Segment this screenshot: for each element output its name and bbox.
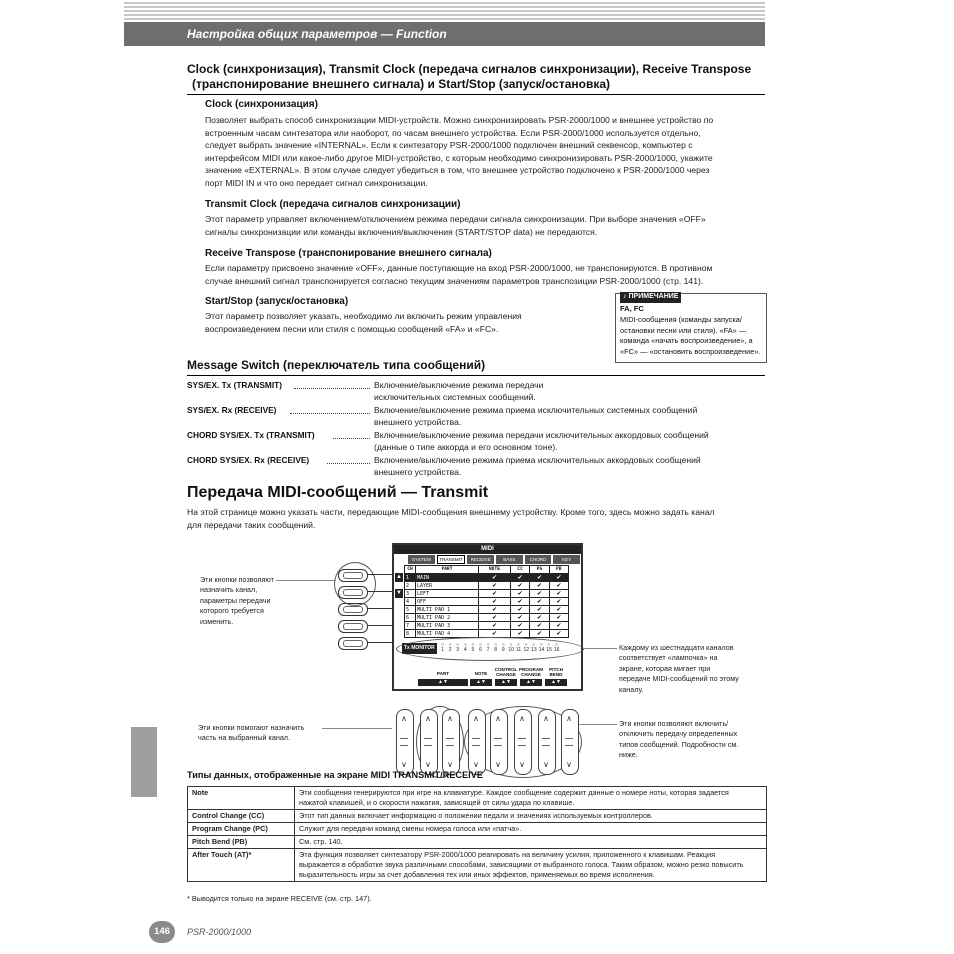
tab-bass[interactable]: BASS xyxy=(496,555,523,564)
scroll-up-icon[interactable]: ▲ xyxy=(396,574,402,580)
callout-line xyxy=(578,724,617,725)
channel-lamp-icon: ○ 1 xyxy=(440,642,445,653)
table-row[interactable]: 7 MULTI PAD 3 ✔ ✔ ✔ ✔ xyxy=(405,622,569,630)
section-rule xyxy=(187,375,765,376)
dial-button[interactable]: ∧ ∨ xyxy=(420,709,438,775)
channel-lamp-icon: ○ 4 xyxy=(463,642,467,653)
channel-lamp-icon: ○ 14 xyxy=(538,642,545,653)
page-number: 146 xyxy=(149,921,175,943)
clock-text: Позволяет выбрать способ синхронизации MIDI-устройств. Можно синхронизировать PSR-2000/1000 и внешнее устройство по встроенным часам синтезатора или наоборот, по часам внешнего устройства. Если PSR-2000/1000 используется отдельно, следует выбрать значение «INTERNAL». Если к синтезатору PSR-2000/1000 подключен внешний секвенсор, компьютер с интерфейсом MIDI или какое-либо другое MIDI-устройство, с которым необходимо синхронизировать PSR-2000/1000, укажите значение «EXTERNAL». В этом случае следует убедиться в том, что внешнее устройство подключено к PSR-2000/1000 через порт MIDI IN и что оно передает сигнал синхронизации. xyxy=(205,115,714,188)
table-row[interactable]: 8 MULTI PAD 4 ✔ ✔ ✔ ✔ xyxy=(405,630,569,638)
part-label: PART xyxy=(436,671,450,676)
note-icon: ♪ xyxy=(623,293,627,300)
control-change-label: CONTROL CHANGE xyxy=(494,667,518,677)
callout-line xyxy=(276,580,336,581)
table-row[interactable]: 6 MULTI PAD 2 ✔ ✔ ✔ ✔ xyxy=(405,614,569,622)
dial-button[interactable]: ∧ ∨ xyxy=(514,709,532,775)
receive-transpose-text: Если параметру присвоено значение «OFF», данные поступающие на вход PSR-2000/1000, не транспонируются. В противном случае внешний сигнал транспонируется согласно текущим значениям параметров транспозиции PSR-2000/1000 (стр. 141). xyxy=(205,263,713,286)
dial-button[interactable]: ∧ ∨ xyxy=(490,709,508,775)
dial-button[interactable]: ∧ ∨ xyxy=(561,709,579,775)
table-row: Note Эти сообщения генерируются при игре на клавиатуре. Каждое сообщение содержит данные о номере ноты, которая задается нажатой клавишей, и о скорости нажатия, зависящей от силы удара по клавише. xyxy=(188,787,767,810)
highlight-ellipse xyxy=(334,562,376,606)
data-types-table xyxy=(187,786,767,882)
lcd-screen xyxy=(392,543,583,691)
data-table-title: Типы данных, отображенные на экране MIDI TRANSMIT/RECEIVE xyxy=(187,770,483,780)
channel-lamp-icon: ○ 9 xyxy=(501,642,505,653)
dial-button[interactable]: ∧ ∨ xyxy=(396,709,414,775)
table-row: Control Change (CC) Этот тип данных включает информацию о положении педали и значениях используемых контроллеров. xyxy=(188,810,767,823)
program-change-control[interactable]: ▲▼ xyxy=(520,679,542,686)
table-row[interactable]: 3 LEFT ✔ ✔ ✔ ✔ xyxy=(405,590,569,598)
table-row[interactable]: 5 MULTI PAD 1 ✔ ✔ ✔ ✔ xyxy=(405,606,569,614)
section-title-line1: Clock (синхронизация), Transmit Clock (передача сигналов синхронизации), Receive Transpose xyxy=(187,62,752,76)
channel-lamp-icon: ○ 12 xyxy=(523,642,530,653)
callout-right-top: Каждому из шестнадцати каналов соответствует «лампочка» на экране, которая мигает при передаче MIDI-сообщений по этому каналу. xyxy=(619,643,739,694)
transmit-title: Передача MIDI-сообщений — Transmit xyxy=(187,484,489,501)
callout-line xyxy=(583,648,617,649)
table-row: Pitch Bend (PB) См. стр. 140. xyxy=(188,836,767,849)
channel-lamp-icon: ○ 13 xyxy=(531,642,537,653)
channel-lamp-icon: ○ 6 xyxy=(478,642,482,653)
note-box xyxy=(615,293,767,363)
note-text: MIDI-сообщения (команды запуска/ остановки песни или стиля). «FA» — команда «начать воспроизведение», а «FC» — «остановить воспроизведение». xyxy=(620,315,761,356)
transmit-clock-heading: Transmit Clock (передача сигналов синхронизации) xyxy=(205,199,461,210)
table-row[interactable]: 2 LAYER ✔ ✔ ✔ ✔ xyxy=(405,582,569,590)
channel-lamp-icon: ○ 5 xyxy=(471,642,475,653)
connector-line xyxy=(368,642,392,643)
part-control[interactable]: ▲▼ xyxy=(418,679,468,686)
tab-key[interactable]: KEY xyxy=(553,555,580,564)
table-row[interactable]: 4 OFF ✔ ✔ ✔ ✔ xyxy=(405,598,569,606)
receive-transpose-heading: Receive Transpose (транспонирование внешнего сигнала) xyxy=(205,248,492,259)
lcd-bottom-controls xyxy=(398,667,578,687)
channel-table: CH PART NOTE CC PG PB 1 MAIN ✔ ✔ ✔ ✔ 2 LAYER ✔ ✔ ✔ ✔ 3 LEFT ✔ ✔ ✔ ✔ 4 OFF ✔ ✔ ✔ ✔ 5 MULTI PAD 1 ✔ ✔ ✔ ✔ 6 MULTI PAD 2 ✔ ✔ ✔ ✔ 7 MULTI PAD 3 ✔ ✔ ✔ ✔ 8 MULTI PAD 4 ✔ ✔ ✔ ✔ xyxy=(404,565,569,638)
side-tab xyxy=(131,727,157,797)
lcd-side-button-e[interactable] xyxy=(338,637,368,650)
highlight-ellipse xyxy=(396,637,584,661)
callout-left-top: Эти кнопки позволяют назначить канал, параметры передачи которого требуется изменить. xyxy=(200,575,274,626)
note-head: FA, FC xyxy=(620,304,644,313)
program-change-label: PROGRAM CHANGE xyxy=(519,667,543,677)
transmit-intro: На этой странице можно указать части, передающие MIDI-сообщения внешнему устройству. Кроме того, здесь можно задать канал для передачи таких сообщений. xyxy=(187,507,715,530)
dial-button[interactable]: ∧ ∨ xyxy=(538,709,556,775)
footnote: * Выводится только на экране RECEIVE (см. стр. 147). xyxy=(187,894,372,903)
tab-system[interactable]: SYSTEM xyxy=(408,555,435,564)
header-stripes xyxy=(124,0,765,22)
note-label: NOTE xyxy=(474,671,488,676)
table-row[interactable]: 1 MAIN ✔ ✔ ✔ ✔ xyxy=(405,574,569,582)
connector-line xyxy=(368,625,392,626)
tab-transmit[interactable]: TRANSMIT xyxy=(437,555,466,564)
channel-lamp-icon: ○ 11 xyxy=(515,642,522,653)
channel-lamp-icon: ○ 15 xyxy=(546,642,552,653)
start-stop-heading: Start/Stop (запуск/остановка) xyxy=(205,296,349,307)
channel-lamp-icon: ○ 2 xyxy=(448,642,452,653)
dial-button[interactable]: ∧ ∨ xyxy=(442,709,460,775)
tx-monitor-label: Tx MONITOR xyxy=(402,643,437,654)
table-row: Program Change (PC) Служит для передачи команд смены номера голоса или «патча». xyxy=(188,823,767,836)
pitch-bend-control[interactable]: ▲▼ xyxy=(545,679,567,686)
section-rule xyxy=(187,94,765,95)
section-title-line2: (транспонирование внешнего сигнала) и Start/Stop (запуск/остановка) xyxy=(192,77,611,91)
scroll-down-icon[interactable]: ▼ xyxy=(396,590,402,596)
channel-lamp-icon: ○ 8 xyxy=(494,642,498,653)
model-name: PSR-2000/1000 xyxy=(187,927,252,937)
channel-lamp-icon: ○ 10 xyxy=(508,642,514,653)
pitch-bend-label: PITCH BEND xyxy=(549,667,563,677)
channel-lamp-icon: ○ 3 xyxy=(456,642,460,653)
transmit-clock-text: Этот параметр управляет включением/отключением режима передачи сигнала синхронизации. При выборе значения «OFF» сигналы синхронизации или команды включения/выключения (START/STOP data) не передаются. xyxy=(205,214,706,237)
lcd-title: MIDI xyxy=(394,545,581,554)
channel-lamp-icon: ○ 16 xyxy=(553,642,560,653)
callout-left-bottom: Эти кнопки помогают назначить часть на выбранный канал. xyxy=(198,723,305,743)
note-control[interactable]: ▲▼ xyxy=(470,679,492,686)
note-tag: ♪ ПРИМЕЧАНИЕ xyxy=(620,292,681,303)
dial-button[interactable]: ∧ ∨ xyxy=(468,709,486,775)
connector-line xyxy=(368,591,392,592)
page-header-title: Настройка общих параметров — Function xyxy=(187,27,447,41)
tab-chord[interactable]: CHORD xyxy=(525,555,552,564)
clock-heading: Clock (синхронизация) xyxy=(205,99,318,110)
lcd-side-button-d[interactable] xyxy=(338,620,368,633)
callout-line xyxy=(322,728,392,729)
callout-right-bottom: Эти кнопки позволяют включить/ отключить передачу определенных типов сообщений. Подробности см. ниже. xyxy=(619,719,739,760)
start-stop-text: Этот параметр позволяет указать, необходимо ли включить режим управления воспроизведением песни или стиля с помощью сообщений «FA» и «FC». xyxy=(205,311,522,334)
channel-lamp-icon: ○ 7 xyxy=(486,642,490,653)
lcd-tabs xyxy=(408,555,580,564)
table-row: After Touch (AT)* Эта функция позволяет синтезатору PSR-2000/1000 реагировать на величину усилия, приложенного к клавишам. Реакция выражается в обработке звука различными способами, зависящими от выбранного голоса. Таким образом, можно резко повысить выразительность игры за счет добавления тех или иных эффектов, применяемых во время исполнения. xyxy=(188,849,767,882)
connector-line xyxy=(368,608,392,609)
connector-line xyxy=(368,574,392,575)
tab-receive[interactable]: RECEIVE xyxy=(467,555,494,564)
control-change-control[interactable]: ▲▼ xyxy=(495,679,517,686)
message-switch-title: Message Switch (переключатель типа сообщений) xyxy=(187,358,486,372)
